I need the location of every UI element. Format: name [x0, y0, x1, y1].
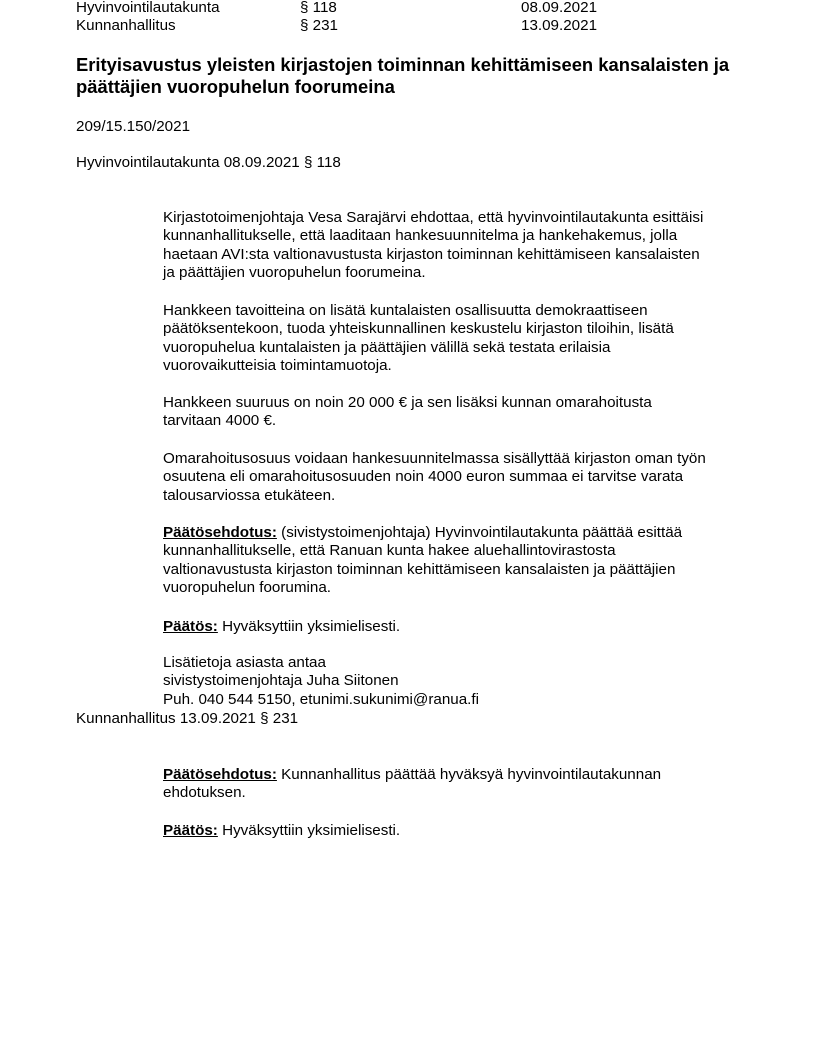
decision-label: Päätös: — [163, 618, 218, 635]
proposal-text: Kunnanhallitus päättää hyväksyä hyvinvointilautakunnan — [276, 766, 662, 783]
section1-heading: Hyvinvointilautakunta 08.09.2021 § 118 — [76, 154, 341, 171]
header-section-2: § 231 — [300, 17, 339, 34]
proposal-label: Päätösehdotus: — [163, 766, 277, 783]
header-date-2: 13.09.2021 — [521, 17, 598, 34]
text-line: ehdotuksen. — [163, 784, 246, 802]
section1-paragraph-1 — [163, 209, 783, 283]
text-line — [163, 618, 783, 636]
text-line: Kirjastotoimenjohtaja Vesa Sarajärvi ehdottaa, että hyvinvointilautakunta esittäisi — [163, 209, 704, 226]
section2-decision — [163, 822, 783, 840]
section1-paragraph-2 — [163, 302, 783, 376]
text-line: päätöksentekoon, tuoda yhteiskunnallinen keskustelu kirjaston tiloihin, lisätä — [163, 320, 674, 338]
text-line: ja päättäjien vuoropuhelun foorumeina. — [163, 264, 426, 282]
decision-label: Päätös: — [163, 822, 218, 839]
text-line — [163, 822, 783, 840]
decision-text: Hyväksyttiin yksimielisesti. — [217, 618, 401, 635]
decision-text: Hyväksyttiin yksimielisesti. — [217, 822, 401, 839]
text-line — [163, 766, 783, 784]
text-line: vuoropuhelun foorumina. — [163, 579, 332, 597]
contact-email-line: Puh. 040 544 5150, etunimi.sukunimi@ranua.fi — [163, 690, 479, 708]
text-line: vuoropuhelua kuntalaisten ja päättäjien välillä sekä testata erilaisia — [163, 338, 611, 356]
header-body-1: Hyvinvointilautakunta — [76, 0, 220, 16]
text-line: valtionavustusta kirjaston toiminnan kehittämiseen kansalaisten ja päättäjien — [163, 560, 676, 578]
contact-line: Lisätietoja asiasta antaa — [163, 654, 326, 671]
section1-contact — [163, 654, 783, 709]
section1-decision — [163, 618, 783, 636]
header-body-2: Kunnanhallitus — [76, 17, 176, 34]
text-line — [163, 524, 783, 542]
section2-proposal — [163, 766, 783, 803]
section1-proposal — [163, 524, 783, 598]
text-line: tarvitaan 4000 €. — [163, 412, 277, 430]
section1-paragraph-4 — [163, 450, 783, 505]
page-title: Erityisavustus yleisten kirjastojen toiminnan kehittämiseen kansalaisten ja päättäjien vuoropuhelun foorumeina — [76, 54, 730, 97]
text-line: vuorovaikutteisia toimintamuotoja. — [163, 357, 392, 375]
section2-heading: Kunnanhallitus 13.09.2021 § 231 — [76, 710, 299, 727]
text-line: Hankkeen tavoitteina on lisätä kuntalaisten osallisuutta demokraattiseen — [163, 302, 648, 319]
header-section-1: § 118 — [300, 0, 337, 16]
text-line: Omarahoitusosuus voidaan hankesuunnitelmassa sisällyttää kirjaston oman työn — [163, 450, 706, 467]
text-line: talousarviossa etukäteen. — [163, 486, 336, 504]
text-line: Hankkeen suuruus on noin 20 000 € ja sen lisäksi kunnan omarahoitusta — [163, 394, 652, 411]
proposal-text: (sivistystoimenjohtaja) Hyvinvointilautakunta päättää esittää — [276, 524, 683, 541]
text-line: kunnanhallitukselle, että Ranuan kunta hakee aluehallintovirastosta — [163, 542, 616, 560]
diary-number: 209/15.150/2021 — [76, 118, 191, 135]
text-line: kunnanhallitukselle, että laaditaan hankesuunnitelma ja hankehakemus, jolla — [163, 227, 678, 245]
header-date-1: 08.09.2021 — [521, 0, 598, 16]
contact-line: sivistystoimenjohtaja Juha Siitonen — [163, 672, 399, 690]
section1-paragraph-3 — [163, 394, 783, 431]
text-line: haetaan AVI:sta valtionavustusta kirjaston toiminnan kehittämiseen kansalaisten — [163, 245, 700, 263]
proposal-label: Päätösehdotus: — [163, 524, 277, 541]
text-line: osuutena eli omarahoitusosuuden noin 4000 euron summaa ei tarvitse varata — [163, 468, 684, 486]
